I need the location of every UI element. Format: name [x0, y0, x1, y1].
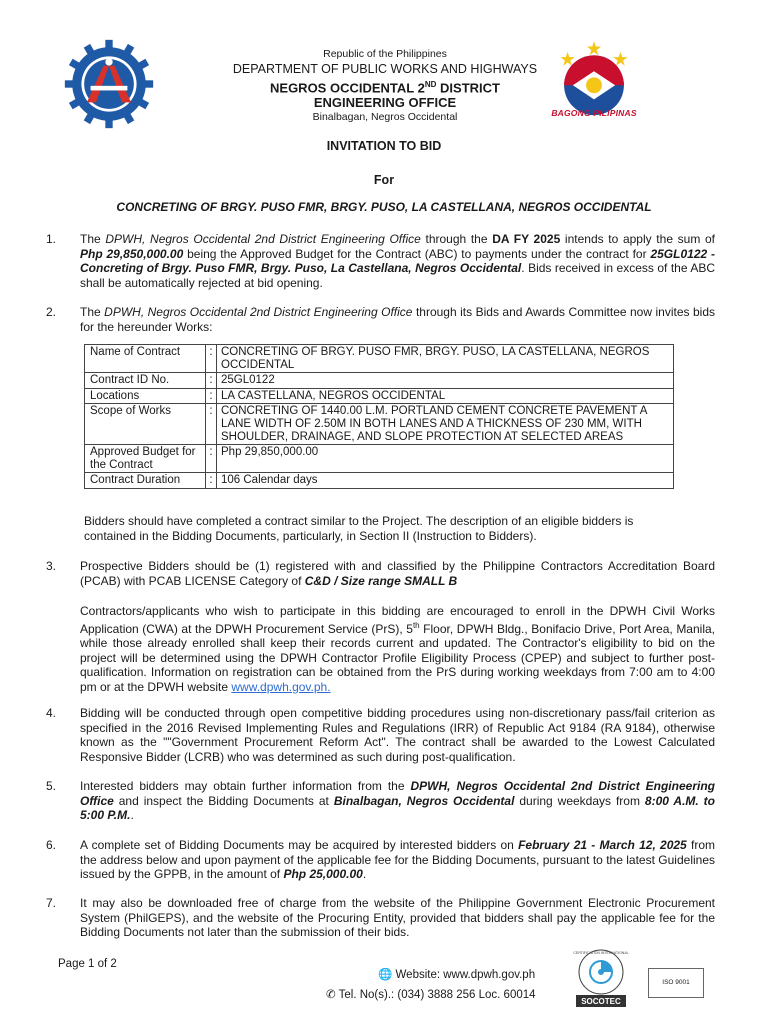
socotec-certification-logo: [566, 945, 636, 1011]
contract-field-colon: :: [206, 388, 217, 404]
office-location: Binalbagan, Negros Occidental: [312, 111, 458, 124]
contract-row: [85, 445, 674, 473]
letterhead: [150, 47, 620, 125]
footer-website: 🌐 Website: www.dpwh.gov.ph: [378, 969, 536, 981]
dpwh-seal-logo: [63, 38, 155, 130]
republic-line: Republic of the Philippines: [323, 48, 447, 60]
contract-field-colon: :: [206, 404, 217, 445]
contract-field-value: Php 29,850,000.00: [217, 445, 674, 473]
phone-icon: ✆: [326, 989, 336, 1001]
paragraph-6: A complete set of Bidding Documents may be acquired by interested bidders on February 21 - March 12, 2025 from the address below and upon payment of the applicable fee for the Bidding Documents, pursuant to the latest Guidelines issued by the GPPB, in the amount of Php 25,000.00.: [80, 838, 715, 882]
contract-field-colon: :: [206, 473, 217, 489]
page-number: Page 1 of 2: [58, 958, 117, 970]
contract-field-colon: :: [206, 445, 217, 473]
contract-field-colon: :: [206, 373, 217, 389]
title-for: For: [373, 173, 395, 187]
item-number: 6.: [46, 838, 57, 852]
item-number: 2.: [46, 305, 57, 319]
item-number: 4.: [46, 706, 57, 720]
paragraph-2: The DPWH, Negros Occidental 2nd District Engineering Office through its Bids and Awards Committee now invites bids for the hereunder Works:: [80, 305, 716, 334]
contract-row: [85, 345, 674, 373]
contract-field-label: Scope of Works: [85, 404, 206, 445]
paragraph-5: Interested bidders may obtain further information from the DPWH, Negros Occidental 2nd District Engineering Office and inspect the Bidding Documents at Binalbagan, Negros Occidental during weekdays from 8:00 A.M. to 5:00 P.M..: [80, 779, 716, 823]
department-name: DEPARTMENT OF PUBLIC WORKS AND HIGHWAYS: [232, 62, 538, 76]
contract-row: [85, 404, 674, 445]
contract-field-label: Name of Contract: [85, 345, 206, 373]
paragraph-4: Bidding will be conducted through open competitive bidding procedures using non-discretionary pass/fail criterion as specified in the 2016 Revised Implementing Rules and Regulations (IRR) of Republic Act 9184 (RA 9184), otherwise known as the ""Government Procurement Reform Act". The contract shall be awarded to the Lowest Calculated Responsive Bidder (LCRB) who was determined as such during post-qualification.: [80, 706, 715, 764]
item-number: 5.: [46, 779, 57, 793]
iso-badge: ISO 9001: [648, 968, 704, 998]
contract-row: [85, 388, 674, 404]
item-number: 3.: [46, 559, 57, 573]
contract-field-value: CONCRETING OF BRGY. PUSO FMR, BRGY. PUSO, LA CASTELLANA, NEGROS OCCIDENTAL: [217, 345, 674, 373]
footer-telephone: ✆ Tel. No(s).: (034) 3888 256 Loc. 60014: [326, 989, 536, 1001]
contract-field-label: Locations: [85, 388, 206, 404]
contract-field-label: Contract Duration: [85, 473, 206, 489]
contract-field-value: 25GL0122: [217, 373, 674, 389]
contract-field-colon: :: [206, 345, 217, 373]
paragraph-3-registration: Contractors/applicants who wish to participate in this bidding are encouraged to enroll in the DPWH Civil Works Application (CWA) at the DPWH Procurement Service (PrS), 5th Floor, DPWH Bldg., Bonifacio Drive, Port Area, Manila, while those already enrolled shall keep their records current and updated. The Contractor's eligibility to bid on the project will be determined using the DPWH Contractor Profile Eligibility Process (CPEP) and subject to further post-qualification. Information on registration can be obtained from the PrS during working weekdays from 7:00 am to 4:00 pm or at the DPWH website www.dpwh.gov.ph.: [80, 604, 715, 694]
office-name: ENGINEERING OFFICE: [313, 95, 457, 111]
contract-field-label: Contract ID No.: [85, 373, 206, 389]
paragraph-7: It may also be downloaded free of charge from the website of the Philippine Government Electronic Procurement System (PhilGEPS), and the website of the Procuring Entity, provided that bidders shall pay the applicable fee for the Bidding Documents not later than the submission of their bids.: [80, 896, 715, 940]
paragraph-1: The DPWH, Negros Occidental 2nd District Engineering Office through the DA FY 2025 intends to apply the sum of Php 29,850,000.00 being the Approved Budget for the Contract (ABC) to payments under the contract for 25GL0122 - Concreting of Brgy. Puso FMR, Brgy. Puso, La Castellana, Negros Occidental. Bids received in excess of the ABC shall be automatically rejected at bid opening.: [80, 232, 716, 290]
item-number: 1.: [46, 232, 57, 246]
contract-row: [85, 373, 674, 389]
district-name: NEGROS OCCIDENTAL 2ND DISTRICT: [270, 80, 500, 96]
item-number: 7.: [46, 896, 57, 910]
contract-field-value: LA CASTELLANA, NEGROS OCCIDENTAL: [217, 388, 674, 404]
certification-ring-text: CERTIFICATION INTERNATIONAL: [573, 951, 629, 955]
globe-icon: 🌐: [378, 969, 393, 981]
socotec-name: SOCOTEC: [581, 997, 621, 1006]
bagong-pilipinas-caption: BAGONG PILIPINAS: [551, 108, 637, 118]
contract-field-value: CONCRETING OF 1440.00 L.M. PORTLAND CEMENT CONCRETE PAVEMENT A LANE WIDTH OF 2.50M IN BOTH LANES AND A THICKNESS OF 230 MM, WITH SHOULDER, DRAINAGE, AND SLOPE PROTECTION AT SELECTED AREAS: [217, 404, 674, 445]
dpwh-website-link[interactable]: www.dpwh.gov.ph.: [231, 679, 331, 694]
contract-field-label: Approved Budget for the Contract: [85, 445, 206, 473]
paragraph-3: Prospective Bidders should be (1) registered with and classified by the Philippine Contractors Accreditation Board (PCAB) with PCAB LICENSE Category of C&D / Size range SMALL B: [80, 559, 715, 588]
contract-details-table: [84, 344, 674, 489]
contract-field-value: 106 Calendar days: [217, 473, 674, 489]
project-title: CONCRETING OF BRGY. PUSO FMR, BRGY. PUSO, LA CASTELLANA, NEGROS OCCIDENTAL: [116, 200, 652, 214]
document-title: INVITATION TO BID: [326, 139, 442, 153]
contract-row: [85, 473, 674, 489]
eligibility-note: Bidders should have completed a contract similar to the Project. The description of an eligible bidders is contained in the Bidding Documents, particularly, in Section II (Instruction to Bidders).: [84, 514, 634, 543]
